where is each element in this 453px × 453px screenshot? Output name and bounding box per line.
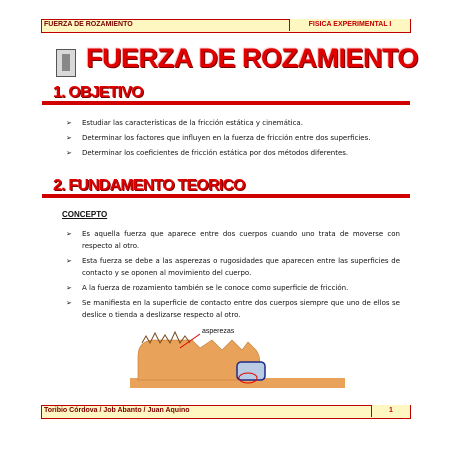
section-divider — [42, 101, 410, 105]
page-header — [41, 19, 411, 33]
fundamento-list — [66, 228, 400, 324]
header-course: FISICA EXPERIMENTAL I — [289, 19, 410, 31]
objetivo-list — [66, 117, 400, 162]
section-heading-fundamento: 2. FUNDAMENTO TEORICO — [53, 177, 245, 194]
list-item: ➢ Estudiar las características de la fricción estática y cinemática. — [66, 117, 400, 129]
list-item: ➢ Es aquella fuerza que aparece entre dos cuerpos cuando uno trata de moverse con respecto al otro. — [66, 228, 400, 252]
list-item: ➢ Determinar los coeficientes de fricción estática por dos métodos diferentes. — [66, 147, 400, 159]
sliding-block — [237, 362, 265, 380]
header-title: FUERZA DE ROZAMIENTO — [44, 21, 133, 28]
university-logo — [56, 49, 76, 77]
list-item: ➢ Esta fuerza se debe a las asperezas o rugosidades que aparecen entre las superficies de contacto y se oponen al movimiento del cuerpo. — [66, 255, 400, 279]
asperezas-label: asperezas — [202, 328, 235, 335]
section-divider — [42, 194, 410, 198]
document-title: FUERZA DE ROZAMIENTO — [86, 43, 418, 73]
list-item: ➢ Se manifiesta en la superficie de contacto entre dos cuerpos siempre que uno de ellos se deslice o tienda a deslizarse respecto al otro. — [66, 297, 400, 321]
footer-authors: Toribio Córdova / Job Abanto / Juan Aquino — [44, 407, 190, 414]
page-number: 1 — [371, 405, 410, 417]
list-item: ➢ Determinar los factores que influyen en la fuerza de fricción entre dos superficies. — [66, 132, 400, 144]
page-footer — [41, 405, 411, 419]
friction-diagram — [130, 318, 345, 388]
subsection-concepto: CONCEPTO — [62, 210, 108, 219]
list-item: ➢ A la fuerza de rozamiento también se le conoce como superficie de fricción. — [66, 282, 400, 294]
section-heading-objetivo: 1. OBJETIVO — [53, 84, 143, 101]
